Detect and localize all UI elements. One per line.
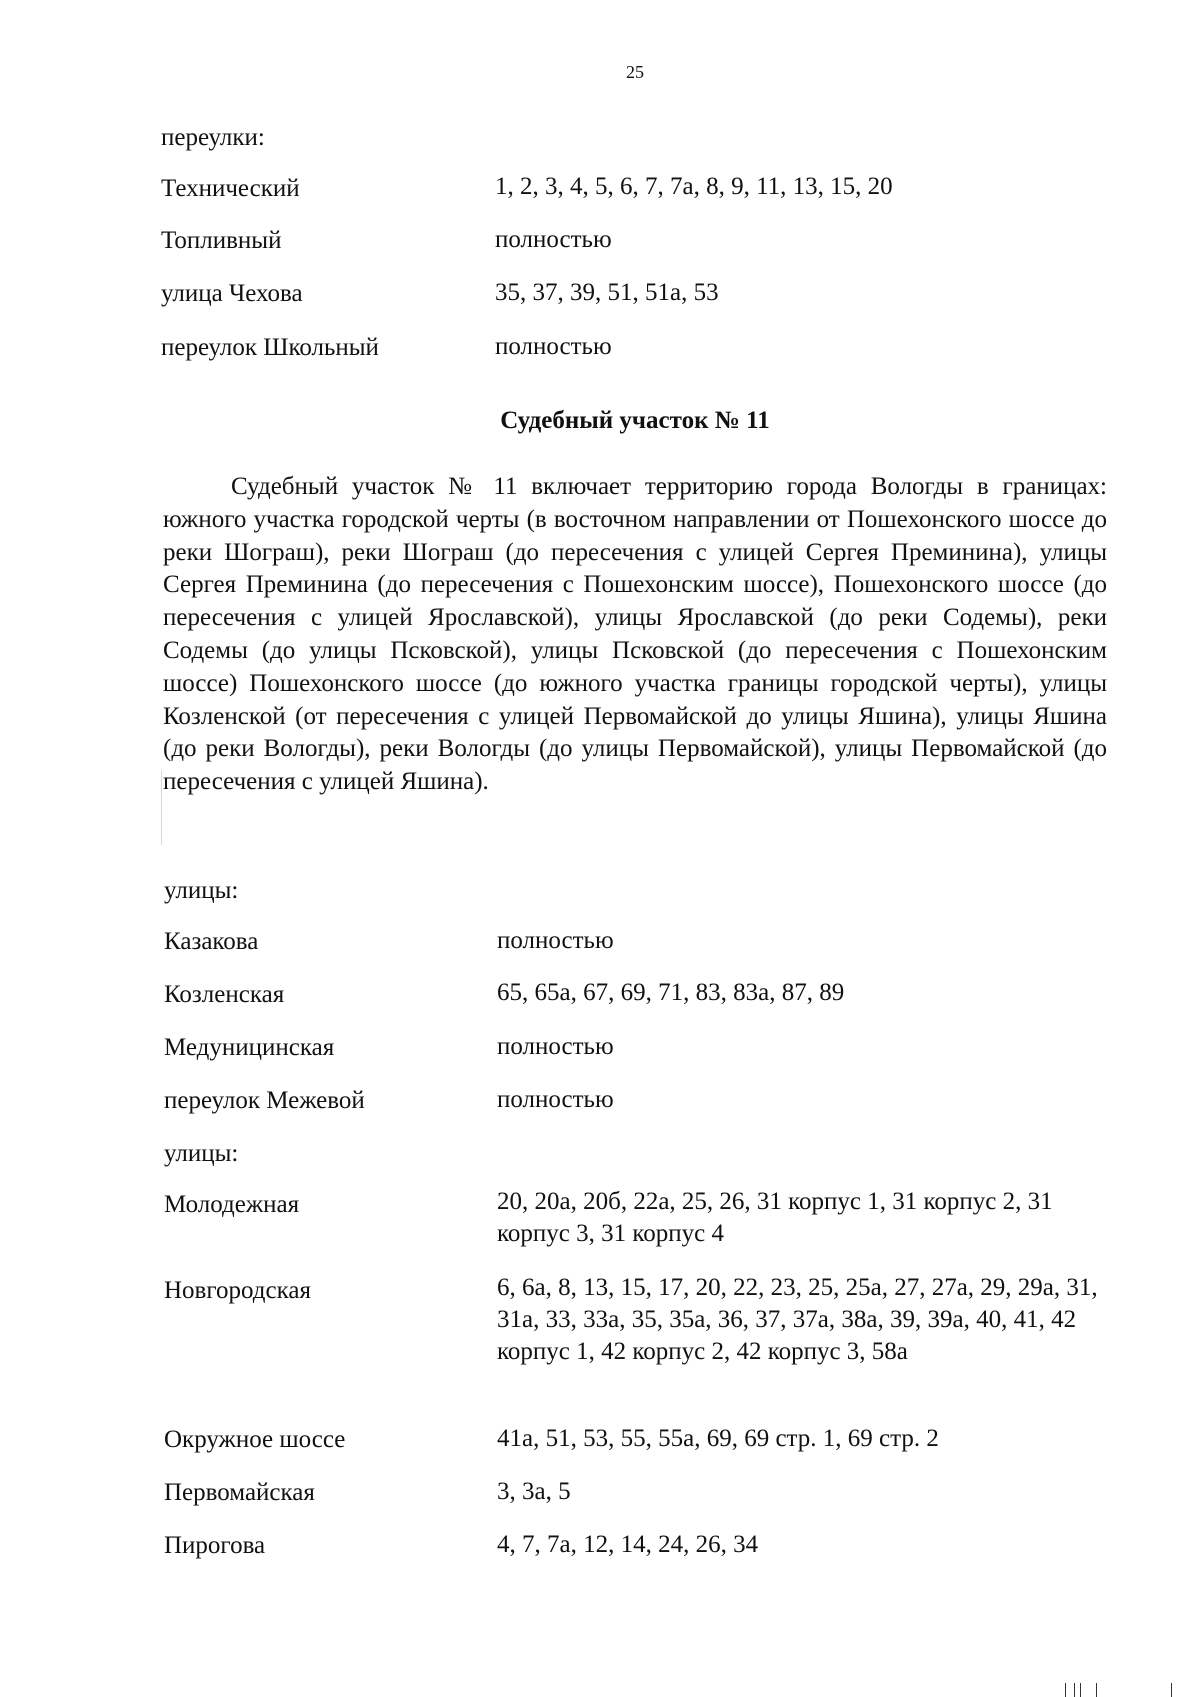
street-name: Медуницинская	[164, 1034, 335, 1061]
street-name: Новгородская	[164, 1277, 311, 1304]
lane-houses: полностью	[497, 1086, 614, 1113]
lane-houses: полностью	[495, 333, 612, 360]
street-houses: 35, 37, 39, 51, 51а, 53	[495, 279, 719, 306]
street-houses: 41а, 51, 53, 55, 55а, 69, 69 стр. 1, 69 стр. 2	[497, 1425, 939, 1452]
scan-artifact	[1080, 1683, 1081, 1697]
streets-label: улицы:	[164, 1140, 239, 1167]
street-name: Пирогова	[164, 1532, 266, 1559]
street-houses: полностью	[497, 1033, 614, 1060]
street-houses: полностью	[497, 927, 614, 954]
street-name: Первомайская	[164, 1479, 315, 1506]
street-houses: 4, 7, 7а, 12, 14, 24, 26, 34	[497, 1531, 759, 1558]
lane-name: переулок Школьный	[161, 334, 379, 361]
street-houses: 3, 3а, 5	[497, 1478, 571, 1505]
scan-artifact	[1074, 1683, 1075, 1697]
scan-artifact	[1171, 1683, 1172, 1697]
lane-name: переулок Межевой	[164, 1087, 365, 1114]
lane-name: Топливный	[161, 227, 282, 254]
street-name: Казакова	[164, 928, 259, 955]
lane-name: Технический	[161, 175, 300, 202]
lane-houses: 1, 2, 3, 4, 5, 6, 7, 7а, 8, 9, 11, 13, 15, 20	[495, 173, 893, 200]
scan-artifact	[1096, 1683, 1097, 1697]
page-number: 25	[626, 62, 644, 82]
scan-artifact	[1065, 1683, 1066, 1697]
street-houses: 65, 65а, 67, 69, 71, 83, 83а, 87, 89	[497, 979, 845, 1006]
street-name: улица Чехова	[161, 280, 303, 307]
section-title: Судебный участок № 11	[500, 407, 770, 434]
scan-margin-line	[161, 770, 162, 845]
section-description: Судебный участок № 11 включает территорию города Вологды в границах: южного участка городской черты (в восточном направлении от Пошехонского шоссе до реки Шограш), реки Шограш (до пересечения с улицей Сергея Преминина), улицы Сергея Преминина (до пересечения с Пошехонским шоссе), Пошехонского шоссе (до пересечения с улицей Ярославской), улицы Ярославской (до реки Содемы), реки Содемы (до улицы Псковской), улицы Псковской (до пересечения с Пошехонским шоссе) Пошехонского шоссе (до южного участка границы городской черты), улицы Козленской (от пересечения с улицей Первомайской до улицы Яшина), улицы Яшина (до реки Вологды), реки Вологды (до улицы Первомайской), улицы Первомайской (до пересечения с улицей Яшина).	[163, 473, 1107, 796]
street-houses: 6, 6а, 8, 13, 15, 17, 20, 22, 23, 25, 25а, 27, 27а, 29, 29а, 31, 31а, 33, 33а, 35, 35а, 36, 37, 37а, 38а, 39, 39а, 40, 41, 42 корпус 1, 42 корпус 2, 42 корпус 3, 58а	[497, 1274, 1098, 1365]
street-houses: 20, 20а, 20б, 22а, 25, 26, 31 корпус 1, 31 корпус 2, 31 корпус 3, 31 корпус 4	[497, 1188, 1053, 1247]
street-name: Козленская	[164, 981, 285, 1008]
street-name: Молодежная	[164, 1191, 300, 1218]
lanes-label: переулки:	[161, 124, 265, 151]
lane-houses: полностью	[495, 226, 612, 253]
streets-label: улицы:	[164, 877, 239, 904]
street-name: Окружное шоссе	[164, 1426, 346, 1453]
